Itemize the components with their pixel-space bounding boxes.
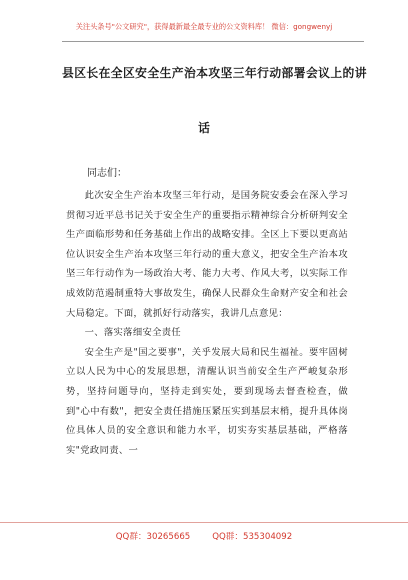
greeting: 同志们： bbox=[87, 168, 127, 179]
footer-qq-group-2: QQ群：535304092 bbox=[212, 532, 293, 542]
header-banner: 关注头条号"公文研究"，获得最新最全最专业的公文资料库！ 微信：gongwenyj bbox=[75, 22, 333, 31]
footer bbox=[0, 530, 408, 542]
footer-qq-group-1: QQ群：30265665 bbox=[115, 532, 191, 542]
header-divider bbox=[62, 41, 364, 42]
document-title-line-2: 话 bbox=[198, 121, 210, 135]
document-title-line-1: 县区长在全区安全生产治本攻坚三年行动部署会议上的讲 bbox=[62, 66, 367, 80]
body-paragraph-intro: 此次安全生产治本攻坚三年行动，是国务院安委会在深入学习贯彻习近平总书记关于安全生产的重要指示精神综合分析研判安全生产面临形势和任务基础上作出的战略安排。全区上下要以更高站位认识安全生产治本攻坚三年行动的重大意义，把安全生产治本攻坚三年行动作为一场政治大考、能力大考、作风大考，以实际工作成效防范遏制重特大事故发生，确保人民群众生命财产安全和社会大局稳定。下面，就抓好行动落实，我讲几点意见： bbox=[66, 190, 348, 319]
document-body bbox=[66, 186, 348, 460]
footer-divider bbox=[0, 522, 408, 523]
body-paragraph-section-1: 安全生产是"国之要事"，关乎发展大局和民生福祉。要牢固树立以人民为中心的发展思想，清醒认识当前安全生产严峻复杂形势，坚持问题导向，坚持走到实处，要到现场去督查检查，做到"心中有数"，把安全责任措施压紧压实到基层末梢，提升具体岗位具体人员的安全意识和能力水平，切实夯实基层基础，严格落实"党政同责、一 bbox=[66, 346, 348, 456]
section-heading-1: 一、落实落细安全责任 bbox=[84, 327, 182, 339]
